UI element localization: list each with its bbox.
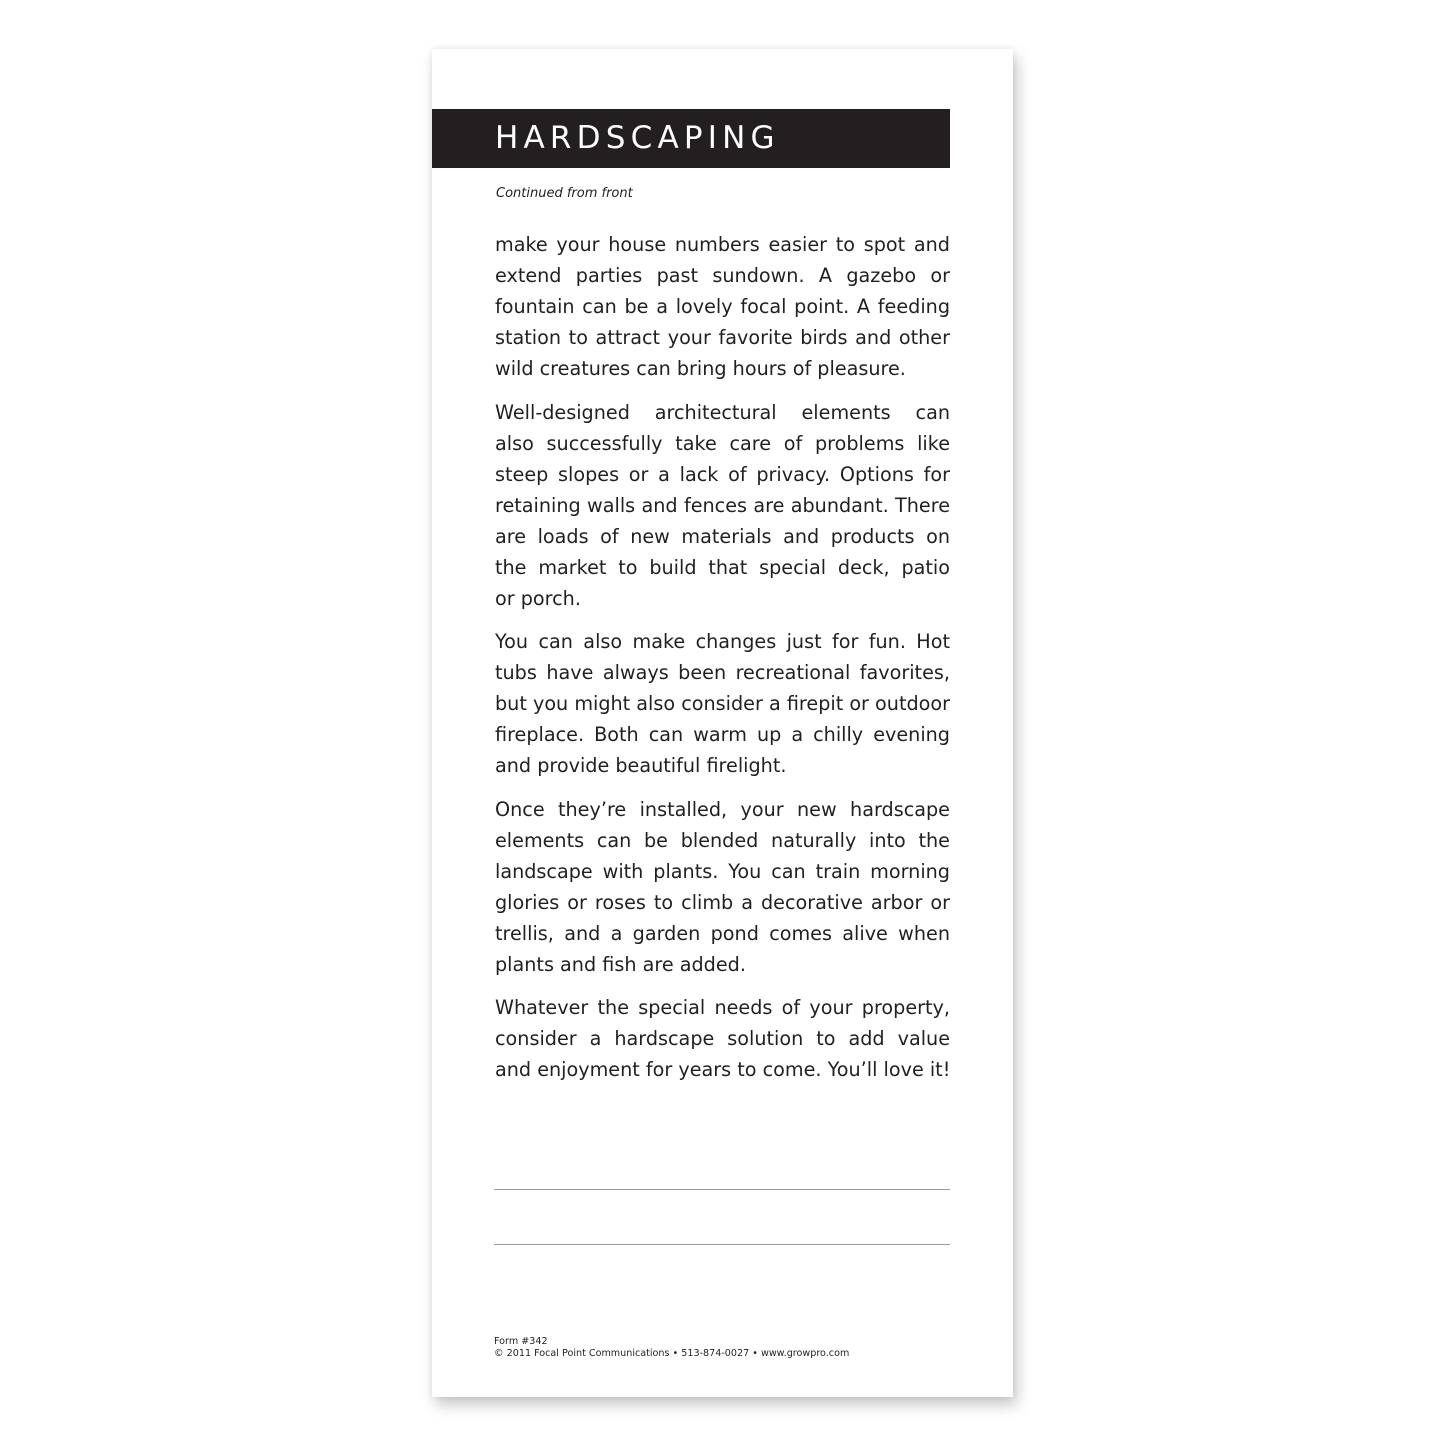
text-line: retaining walls and fences are abundant. There xyxy=(495,493,950,517)
write-in-line-1 xyxy=(494,1189,950,1190)
text-line: plants and fish are added. xyxy=(495,952,746,976)
text-line: Once they’re installed, your new hardscape xyxy=(495,797,950,821)
text-line: extend parties past sundown. A gazebo or xyxy=(495,264,950,287)
text-line: station to attract your favorite birds and other xyxy=(495,326,950,349)
document-card xyxy=(432,49,1013,1397)
text-line: the market to build that special deck, patio xyxy=(495,555,950,579)
text-line: steep slopes or a lack of privacy. Options for xyxy=(495,462,950,486)
text-line: elements can be blended naturally into the xyxy=(495,828,950,852)
body-text xyxy=(495,229,950,1098)
page-title: HARDSCAPING xyxy=(495,120,780,156)
paragraph-2 xyxy=(495,397,950,614)
text-line: fireplace. Both can warm up a chilly evening xyxy=(495,723,950,746)
text-line: landscape with plants. You can train morning xyxy=(495,859,950,883)
footer xyxy=(494,1336,849,1360)
text-line: and enjoyment for years to come. You’ll love it! xyxy=(495,1058,951,1081)
text-line: glories or roses to climb a decorative arbor or xyxy=(495,890,950,914)
text-line: Well-designed architectural elements can xyxy=(495,400,950,424)
write-in-line-2 xyxy=(494,1244,950,1245)
paragraph-3 xyxy=(495,626,950,781)
paragraph-5 xyxy=(495,992,950,1085)
form-number: Form #342 xyxy=(494,1336,548,1347)
text-line: and provide beautiful firelight. xyxy=(495,754,787,777)
continued-note: Continued from front xyxy=(496,186,633,201)
text-line: consider a hardscape solution to add value xyxy=(495,1027,950,1050)
text-line: make your house numbers easier to spot and xyxy=(495,233,950,256)
text-line: tubs have always been recreational favorites, xyxy=(495,661,950,684)
text-line: trellis, and a garden pond comes alive when xyxy=(495,921,950,945)
text-line: or porch. xyxy=(495,586,581,610)
title-banner xyxy=(432,109,950,168)
text-line: but you might also consider a firepit or outdoor xyxy=(495,692,951,715)
text-line: wild creatures can bring hours of pleasure. xyxy=(495,357,906,380)
text-line: are loads of new materials and products on xyxy=(495,524,950,548)
text-line: fountain can be a lovely focal point. A feeding xyxy=(495,295,950,318)
text-line: also successfully take care of problems like xyxy=(495,431,950,455)
text-line: Whatever the special needs of your property, xyxy=(495,996,950,1019)
paragraph-1 xyxy=(495,229,950,384)
paragraph-4 xyxy=(495,794,950,980)
copyright-line: © 2011 Focal Point Communications • 513-874-0027 • www.growpro.com xyxy=(494,1348,850,1359)
text-line: You can also make changes just for fun. Hot xyxy=(495,630,950,653)
